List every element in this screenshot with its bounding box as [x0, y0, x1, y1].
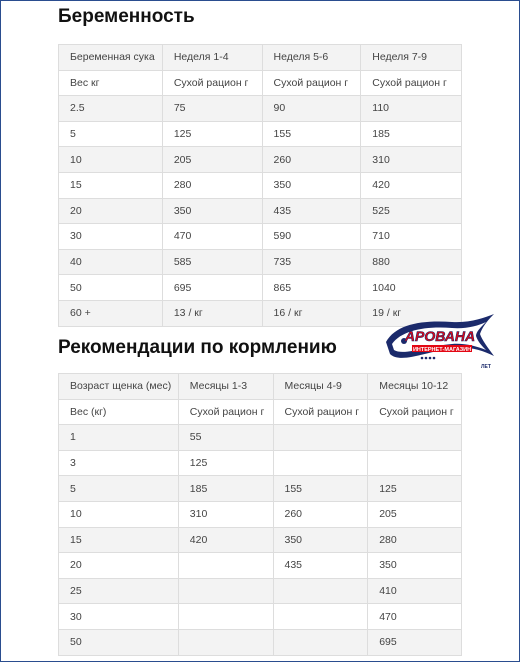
table-row: [59, 450, 462, 476]
table-cell: [178, 629, 273, 655]
table-cell: 30: [59, 604, 179, 630]
logo-subtitle-text: ИНТЕРНЕТ-МАГАЗИН: [412, 347, 472, 353]
table-cell: [368, 450, 462, 476]
table-cell: Вес (кг): [59, 399, 179, 425]
table-cell: 525: [361, 198, 462, 224]
table-row: [59, 121, 462, 147]
table-row: [59, 147, 462, 173]
table-cell: [178, 553, 273, 579]
table-cell: 75: [162, 96, 262, 122]
table-row: [59, 553, 462, 579]
table-cell: 155: [273, 476, 368, 502]
table-cell: [178, 604, 273, 630]
table-cell: [273, 425, 368, 451]
table-cell: 420: [178, 527, 273, 553]
table-cell: 20: [59, 553, 179, 579]
logo-badge: ЛЕТ: [481, 364, 491, 370]
table-cell: [273, 450, 368, 476]
table-cell: Возраст щенка (мес): [59, 374, 179, 400]
table-cell: 260: [262, 147, 361, 173]
table-cell: 310: [361, 147, 462, 173]
table-row: [59, 275, 462, 301]
table-cell: 125: [368, 476, 462, 502]
table-cell: 185: [361, 121, 462, 147]
pregnancy-title: Беременность: [58, 6, 195, 27]
table-cell: 50: [59, 275, 163, 301]
table-cell: Сухой рацион г: [368, 399, 462, 425]
table-cell: 470: [368, 604, 462, 630]
table-cell: 55: [178, 425, 273, 451]
table-cell: 350: [262, 172, 361, 198]
table-cell: Неделя 7-9: [361, 45, 462, 71]
table-cell: 15: [59, 527, 179, 553]
table-cell: Сухой рацион г: [162, 70, 262, 96]
table-cell: 90: [262, 96, 361, 122]
table-cell: 125: [178, 450, 273, 476]
table-cell: 60 +: [59, 300, 163, 326]
table-cell: Вес кг: [59, 70, 163, 96]
table-cell: 15: [59, 172, 163, 198]
table-row: [59, 629, 462, 655]
table-cell: 695: [368, 629, 462, 655]
table-cell: 435: [262, 198, 361, 224]
table-row: [59, 527, 462, 553]
table-cell: 1: [59, 425, 179, 451]
table-cell: 155: [262, 121, 361, 147]
table-row: [59, 604, 462, 630]
table-row: [59, 198, 462, 224]
table-cell: Сухой рацион г: [178, 399, 273, 425]
arovana-logo-graphic: [382, 312, 498, 374]
table-cell: 260: [273, 501, 368, 527]
table-cell: [273, 604, 368, 630]
table-cell: 30: [59, 224, 163, 250]
table-cell: 205: [162, 147, 262, 173]
table-cell: 280: [162, 172, 262, 198]
table-cell: Месяцы 10-12: [368, 374, 462, 400]
table-cell: 19 / кг: [361, 300, 462, 326]
table-cell: 350: [273, 527, 368, 553]
table-cell: 470: [162, 224, 262, 250]
table-cell: [178, 578, 273, 604]
table-cell: Сухой рацион г: [273, 399, 368, 425]
table-cell: 590: [262, 224, 361, 250]
arovana-logo: [382, 312, 498, 374]
table-row: [59, 578, 462, 604]
table-cell: Месяцы 4-9: [273, 374, 368, 400]
table-cell: 310: [178, 501, 273, 527]
table-cell: 25: [59, 578, 179, 604]
table-row: [59, 399, 462, 425]
table-cell: 435: [273, 553, 368, 579]
table-row: [59, 501, 462, 527]
table-cell: Беременная сука: [59, 45, 163, 71]
table-cell: 695: [162, 275, 262, 301]
table-cell: 1040: [361, 275, 462, 301]
table-cell: Месяцы 1-3: [178, 374, 273, 400]
table-cell: 420: [361, 172, 462, 198]
table-cell: 3: [59, 450, 179, 476]
table-cell: 50: [59, 629, 179, 655]
table-cell: 125: [162, 121, 262, 147]
table-cell: 735: [262, 249, 361, 275]
table-cell: 110: [361, 96, 462, 122]
table-row: [59, 425, 462, 451]
table-cell: 865: [262, 275, 361, 301]
table-cell: [273, 578, 368, 604]
table-cell: 350: [162, 198, 262, 224]
pregnancy-table: [58, 44, 462, 327]
table-cell: 10: [59, 147, 163, 173]
table-cell: 205: [368, 501, 462, 527]
table-cell: 10: [59, 501, 179, 527]
table-cell: 280: [368, 527, 462, 553]
table-row: [59, 249, 462, 275]
table-cell: 410: [368, 578, 462, 604]
table-header-row: [59, 45, 462, 71]
table-cell: 16 / кг: [262, 300, 361, 326]
table-row: [59, 70, 462, 96]
table-cell: 13 / кг: [162, 300, 262, 326]
logo-brand-text: АРОВАНА: [404, 328, 476, 344]
table-cell: Сухой рацион г: [361, 70, 462, 96]
table-cell: 585: [162, 249, 262, 275]
table-cell: 5: [59, 121, 163, 147]
feeding-title: Рекомендации по кормлению: [58, 337, 337, 358]
feeding-table: [58, 373, 462, 656]
table-cell: 185: [178, 476, 273, 502]
table-cell: Неделя 5-6: [262, 45, 361, 71]
table-row: [59, 172, 462, 198]
table-cell: 710: [361, 224, 462, 250]
table-cell: 20: [59, 198, 163, 224]
table-row: [59, 476, 462, 502]
table-cell: [368, 425, 462, 451]
table-cell: 350: [368, 553, 462, 579]
table-cell: 2.5: [59, 96, 163, 122]
table-row: [59, 224, 462, 250]
table-cell: 880: [361, 249, 462, 275]
table-header-row: [59, 374, 462, 400]
table-cell: 5: [59, 476, 179, 502]
table-cell: Сухой рацион г: [262, 70, 361, 96]
table-cell: [273, 629, 368, 655]
table-cell: Неделя 1-4: [162, 45, 262, 71]
table-cell: 40: [59, 249, 163, 275]
table-row: [59, 96, 462, 122]
